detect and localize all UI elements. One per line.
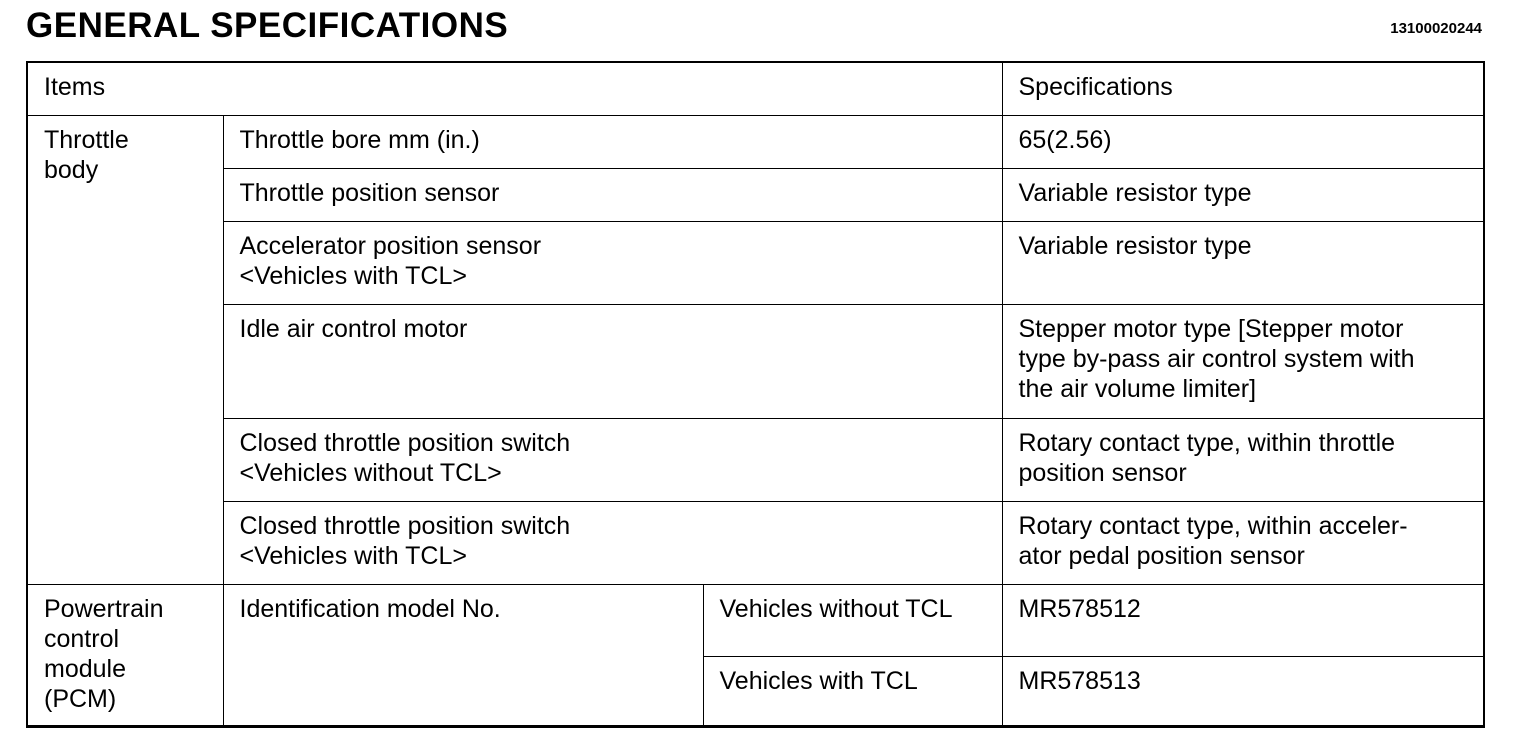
item-cell (223, 501, 1002, 584)
spec-line: type by-pass air control system with (1018, 344, 1415, 373)
item-line: Throttle bore mm (in.) (239, 125, 480, 154)
spec-cell: MR578512 (1002, 584, 1484, 656)
item-line: <Vehicles with TCL> (239, 261, 467, 290)
spec-line: Stepper motor type [Stepper motor (1018, 314, 1404, 343)
table-header-row (27, 62, 1484, 115)
spec-cell: MR578513 (1002, 656, 1484, 726)
item-line: Throttle position sensor (239, 178, 500, 207)
page-title: GENERAL SPECIFICATIONS (26, 6, 509, 45)
spec-cell (1002, 304, 1484, 418)
item-cell-identification-model: Identification model No. (223, 584, 703, 726)
group-label-line: (PCM) (44, 684, 117, 713)
spec-cell (1002, 221, 1484, 304)
spec-line: the air volume limiter] (1018, 374, 1257, 403)
specifications-table (26, 61, 1485, 728)
group-label-line: module (44, 654, 126, 683)
variant-cell: Vehicles with TCL (703, 656, 1002, 726)
header-specifications: Specifications (1002, 62, 1484, 115)
group-label-line: Powertrain (44, 594, 164, 623)
group-label-line: control (44, 624, 120, 653)
spec-line: Variable resistor type (1018, 178, 1252, 207)
table-row (27, 501, 1484, 584)
variant-cell: Vehicles without TCL (703, 584, 1002, 656)
spec-cell (1002, 168, 1484, 221)
spec-line: ator pedal position sensor (1018, 541, 1305, 570)
spec-line: position sensor (1018, 458, 1187, 487)
group-label-line: body (44, 155, 99, 184)
item-line: Closed throttle position switch (239, 511, 571, 540)
item-cell (223, 115, 1002, 168)
item-line: Accelerator position sensor (239, 231, 542, 260)
spec-line: Rotary contact type, within throttle (1018, 428, 1396, 457)
group-label-throttle-body (27, 115, 223, 584)
item-cell (223, 168, 1002, 221)
item-line: <Vehicles without TCL> (239, 458, 502, 487)
spec-cell (1002, 501, 1484, 584)
table-row (27, 168, 1484, 221)
table-row (27, 584, 1484, 656)
table-row (27, 221, 1484, 304)
spec-line: Variable resistor type (1018, 231, 1252, 260)
item-cell (223, 304, 1002, 418)
spec-cell (1002, 115, 1484, 168)
header-items: Items (27, 62, 1002, 115)
spec-cell (1002, 418, 1484, 501)
group-label-pcm (27, 584, 223, 726)
item-cell (223, 221, 1002, 304)
spec-line: 65(2.56) (1018, 125, 1112, 154)
document-id: 13100020244 (1390, 20, 1482, 37)
table-row (27, 115, 1484, 168)
table-row (27, 418, 1484, 501)
table-row (27, 304, 1484, 418)
group-label-line: Throttle (44, 125, 129, 154)
item-line: Closed throttle position switch (239, 428, 571, 457)
spec-line: Rotary contact type, within acceler- (1018, 511, 1408, 540)
item-cell (223, 418, 1002, 501)
item-line: Idle air control motor (239, 314, 468, 343)
item-line: <Vehicles with TCL> (239, 541, 467, 570)
